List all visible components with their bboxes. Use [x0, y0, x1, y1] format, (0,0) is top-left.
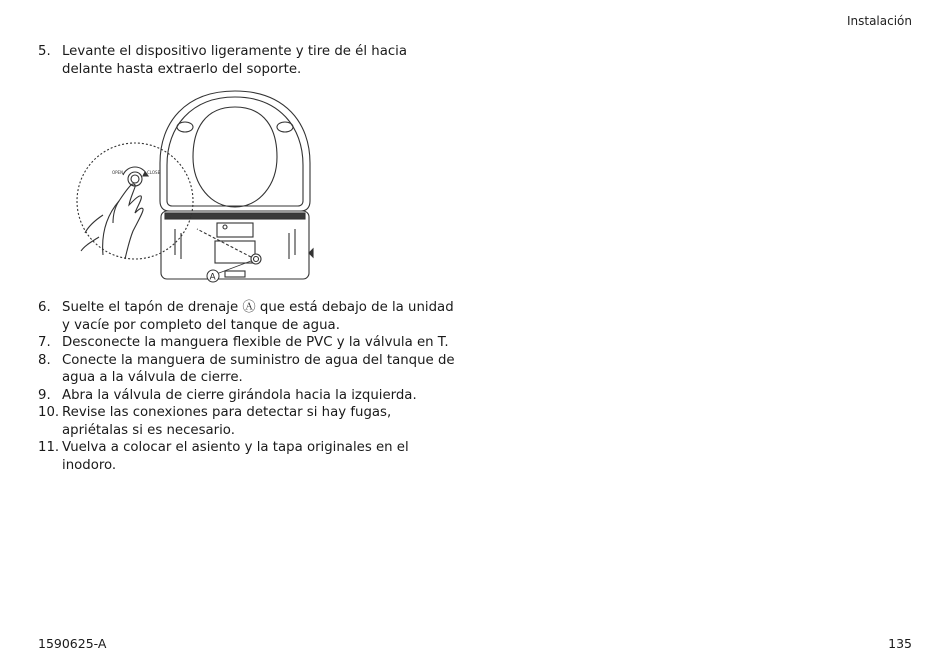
- instruction-list-bottom: [38, 299, 458, 474]
- step-number: 9.: [38, 387, 51, 403]
- toilet-seat-drain-illustration: [75, 83, 395, 288]
- document-number: 1590625-A: [38, 636, 107, 651]
- step-number: 6.: [38, 300, 51, 315]
- step-text: Levante el dispositivo ligeramente y tire de él hacia delante hasta extraerlo del soporte.: [62, 44, 407, 77]
- step-number: 10.: [38, 405, 60, 420]
- step-number: 7.: [38, 335, 51, 350]
- step-item: [38, 404, 458, 439]
- step-text: Suelte el tapón de drenaje Ⓐ que está debajo de la unidad y vacíe por completo del tanque de agua.: [62, 300, 454, 333]
- step-text: Abra la válvula de cierre girándola hacia la izquierda.: [62, 387, 417, 403]
- knob-close-label: CLOSE: [147, 170, 161, 175]
- page-number: 135: [888, 636, 912, 651]
- step-item: [38, 387, 458, 405]
- step-item: [38, 299, 458, 334]
- callout-a-label: A: [209, 272, 216, 283]
- section-header: Instalación: [846, 14, 912, 28]
- step-item: [38, 352, 458, 387]
- step-text: Revise las conexiones para detectar si hay fugas, apriétalas si es necesario.: [62, 405, 392, 438]
- step-number: 8.: [38, 352, 51, 368]
- step-number: 11.: [38, 440, 60, 455]
- instruction-list-top: [38, 43, 458, 78]
- knob-open-label: OPEN: [112, 170, 124, 175]
- step-number: 5.: [38, 44, 51, 59]
- step-text: Vuelva a colocar el asiento y la tapa originales en el inodoro.: [62, 440, 409, 473]
- step-item: [38, 334, 458, 352]
- step-text: Desconecte la manguera flexible de PVC y la válvula en T.: [62, 335, 449, 350]
- step-item: [38, 43, 458, 78]
- step-text: Conecte la manguera de suministro de agua del tanque de agua a la válvula de cierre.: [62, 352, 455, 385]
- step-item: [38, 439, 458, 474]
